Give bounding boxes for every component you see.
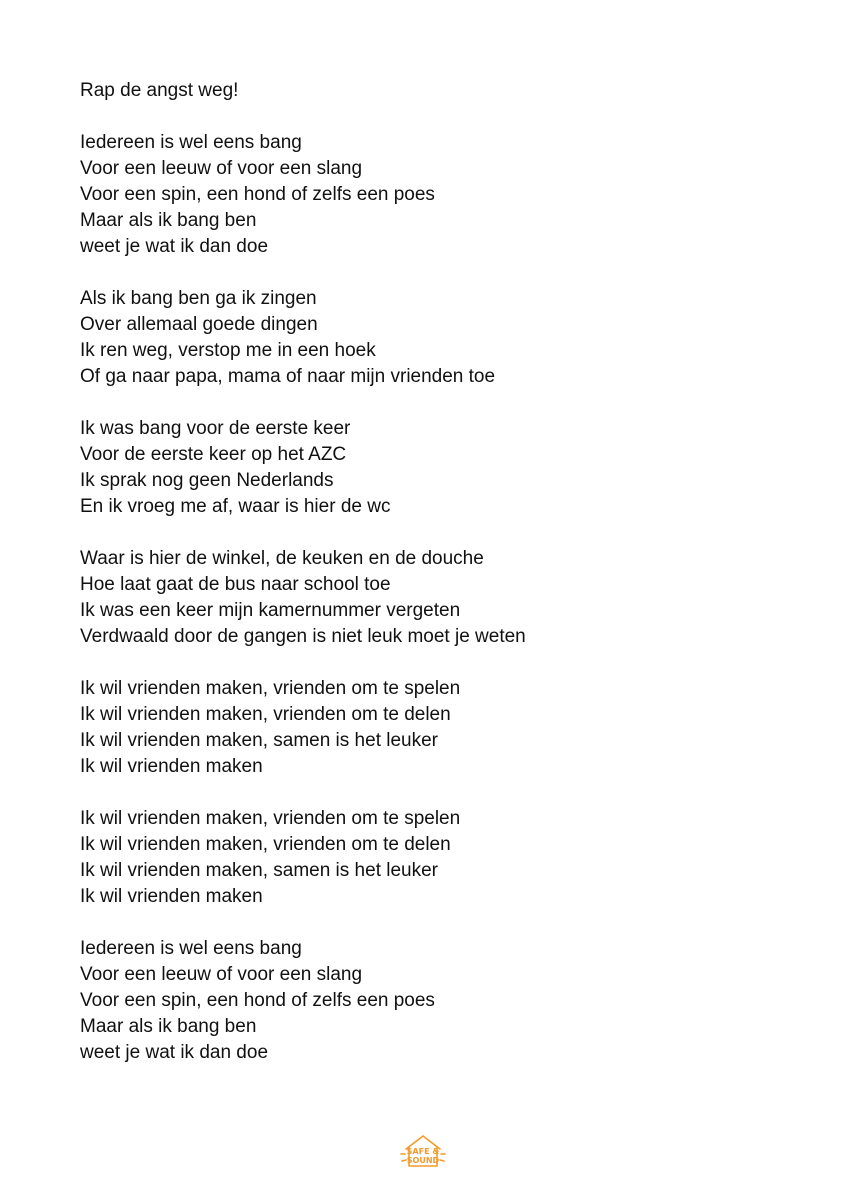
lyric-line: Iedereen is wel eens bang: [80, 132, 302, 153]
lyric-line: weet je wat ik dan doe: [80, 1042, 269, 1063]
lyric-line: Iedereen is wel eens bang: [80, 938, 302, 959]
lyric-line: Voor een leeuw of voor een slang: [80, 158, 363, 179]
page-title: Rap de angst weg!: [80, 80, 239, 101]
lyric-line: Ik wil vrienden maken, vrienden om te spelen: [80, 808, 461, 829]
lyric-line: Voor een leeuw of voor een slang: [80, 964, 363, 985]
stanza: [80, 936, 780, 1066]
lyric-line: Voor de eerste keer op het AZC: [80, 444, 347, 465]
stanza: [80, 130, 780, 260]
stanza: [80, 676, 780, 780]
lyric-line: Ik wil vrienden maken: [80, 756, 263, 777]
lyric-line: Maar als ik bang ben: [80, 1016, 257, 1037]
lyric-line: Ik ren weg, verstop me in een hoek: [80, 340, 376, 361]
stanza: [80, 546, 780, 650]
lyric-line: Over allemaal goede dingen: [80, 314, 318, 335]
lyric-line: Ik wil vrienden maken, vrienden om te delen: [80, 834, 451, 855]
lyric-line: Ik wil vrienden maken: [80, 886, 263, 907]
logo-text-top: SAFE &: [406, 1147, 440, 1156]
lyric-line: Ik sprak nog geen Nederlands: [80, 470, 334, 491]
lyric-line: Voor een spin, een hond of zelfs een poes: [80, 184, 435, 205]
lyric-line: Voor een spin, een hond of zelfs een poes: [80, 990, 435, 1011]
lyric-line: Of ga naar papa, mama of naar mijn vrienden toe: [80, 366, 496, 387]
lyric-line: En ik vroeg me af, waar is hier de wc: [80, 496, 391, 517]
lyric-line: Hoe laat gaat de bus naar school toe: [80, 574, 391, 595]
house-logo-icon: [398, 1132, 448, 1172]
lyric-line: Verdwaald door de gangen is niet leuk moet je weten: [80, 626, 526, 647]
lyric-line: Ik wil vrienden maken, samen is het leuker: [80, 730, 438, 751]
lyric-line: weet je wat ik dan doe: [80, 236, 269, 257]
stanza-list: [80, 130, 780, 1066]
lyric-line: Ik wil vrienden maken, samen is het leuker: [80, 860, 438, 881]
stanza: [80, 416, 780, 520]
lyric-line: Ik wil vrienden maken, vrienden om te delen: [80, 704, 451, 725]
lyric-line: Ik wil vrienden maken, vrienden om te spelen: [80, 678, 461, 699]
stanza: [80, 286, 780, 390]
lyric-line: Ik was bang voor de eerste keer: [80, 418, 351, 439]
lyrics-block: [80, 78, 780, 1066]
logo-text-bottom: SOUND: [406, 1156, 440, 1165]
lyric-line: Als ik bang ben ga ik zingen: [80, 288, 317, 309]
lyric-line: Waar is hier de winkel, de keuken en de douche: [80, 548, 484, 569]
lyric-line: Maar als ik bang ben: [80, 210, 257, 231]
stanza: [80, 806, 780, 910]
lyric-line: Ik was een keer mijn kamernummer vergeten: [80, 600, 461, 621]
